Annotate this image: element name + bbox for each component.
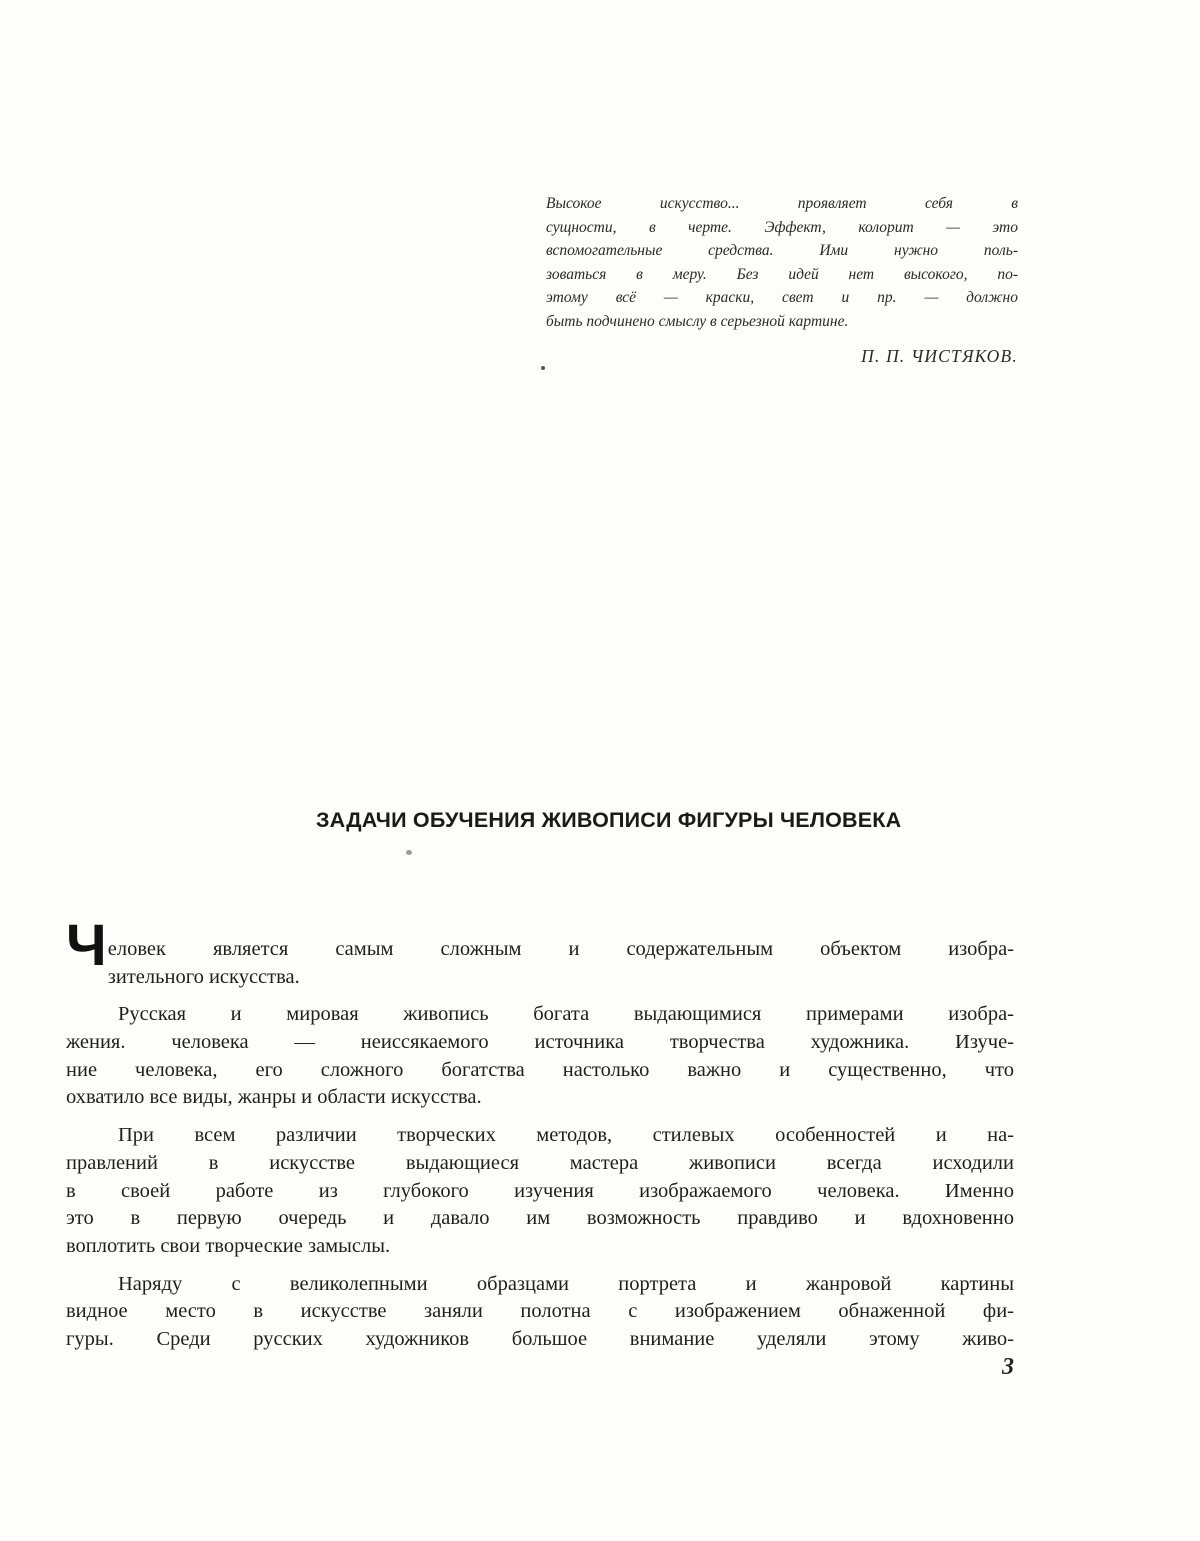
epigraph-author: П. П. ЧИСТЯКОВ. (861, 346, 1018, 366)
epigraph-line: зоваться в меру. Без идей нет высокого, по- (546, 265, 1018, 283)
body-line: При всем различии творческих методов, стилевых особенностей и на- (118, 1124, 1014, 1147)
paragraph-2 (66, 1001, 1014, 1112)
scan-speck (406, 850, 412, 855)
body-line: Русская и мировая живопись богата выдающимися примерами изобра- (118, 1003, 1014, 1026)
epigraph-line: быть подчинено смыслу в серьезной картине. (546, 312, 849, 330)
scan-speck (541, 366, 545, 370)
paragraph-1 (66, 913, 1014, 991)
body-line: правлений в искусстве выдающиеся мастера живописи всегда исходили (66, 1151, 1014, 1174)
epigraph-line: этому всё — краски, свет и пр. — должно (546, 289, 1018, 307)
epigraph (546, 192, 1018, 334)
epigraph-line: Высокое искусство... проявляет себя в (546, 195, 1018, 212)
drop-cap: Ч (66, 913, 107, 978)
body-line: ние человека, его сложного богатства настолько важно и существенно, что (66, 1058, 1014, 1081)
body-line: гуры. Среди русских художников большое внимание уделяли этому живо- (66, 1327, 1014, 1350)
section-title: ЗАДАЧИ ОБУЧЕНИЯ ЖИВОПИСИ ФИГУРЫ ЧЕЛОВЕКА (316, 808, 902, 832)
epigraph-line: сущности, в черте. Эффект, колорит — это (546, 218, 1018, 236)
body-line: жения. человека — неиссякаемого источника творчества художника. Изуче- (66, 1031, 1014, 1054)
paragraph-4 (66, 1271, 1014, 1354)
body-line: в своей работе из глубокого изучения изображаемого человека. Именно (66, 1179, 1014, 1202)
body-line: еловек является самым сложным и содержательным объектом изобра- (107, 938, 1014, 960)
paragraph-3 (66, 1122, 1014, 1260)
body-line: это в первую очередь и давало им возможность правдиво и вдохновенно (66, 1207, 1014, 1230)
body-line: охватило все виды, жанры и области искусства. (66, 1086, 482, 1109)
body-line: воплотить свои творческие замыслы. (66, 1234, 391, 1257)
epigraph-line: вспомогательные средства. Ими нужно поль- (546, 242, 1018, 260)
body-line: видное место в искусстве заняли полотна с изображением обнаженной фи- (66, 1300, 1014, 1323)
page-number: 3 (1002, 1354, 1014, 1380)
body-text (66, 913, 1014, 1354)
body-line: Наряду с великолепными образцами портрета и жанровой картины (118, 1272, 1014, 1295)
body-line: зительного искусства. (107, 965, 300, 988)
